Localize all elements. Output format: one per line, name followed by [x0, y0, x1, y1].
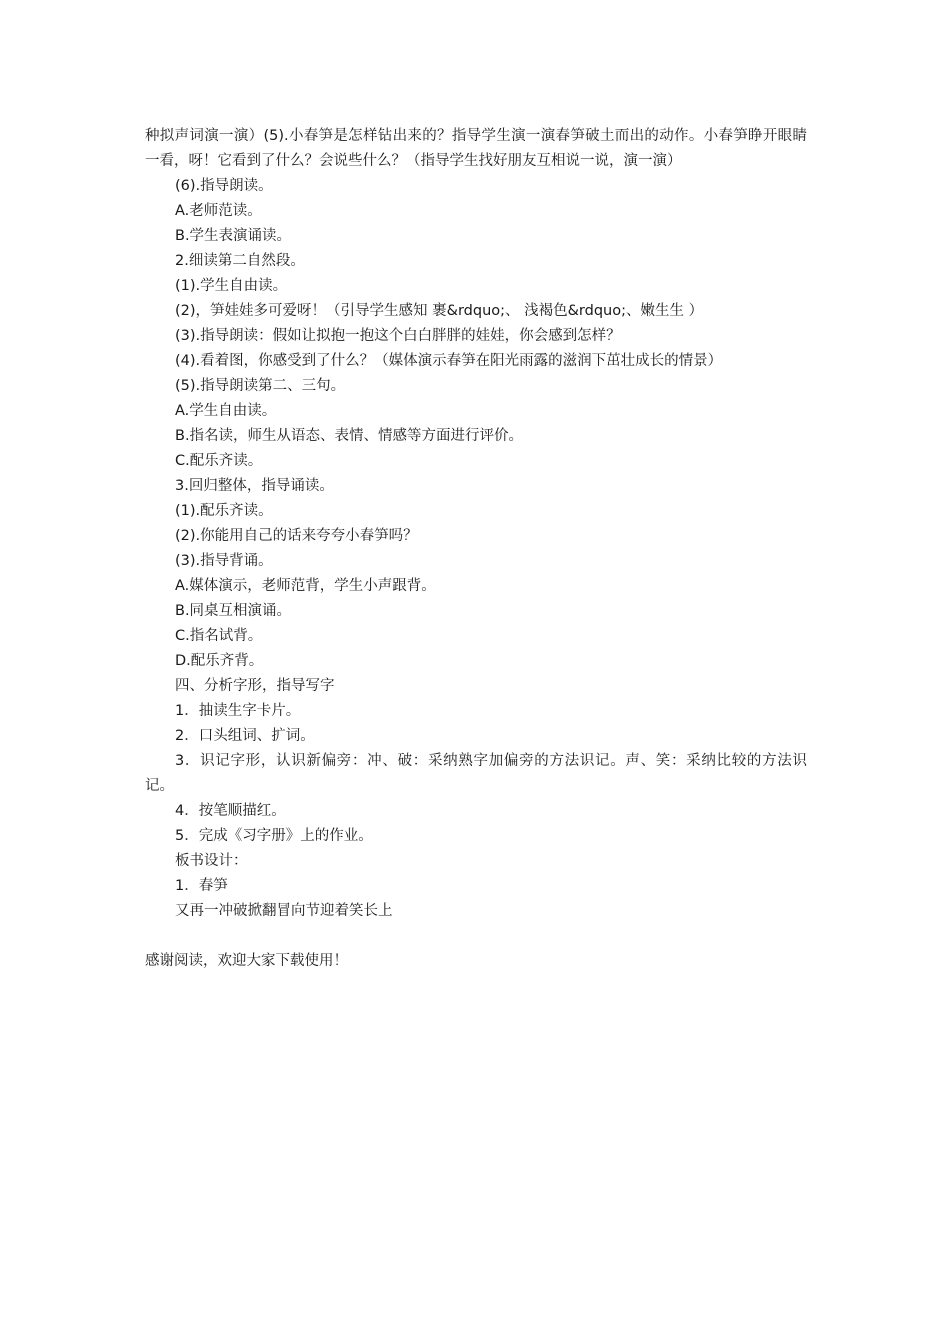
paragraph-b-evaluate: B.指名读，师生从语态、表情、情感等方面进行评价。	[175, 428, 524, 444]
paragraph-guide-hug: (3).指导朗读：假如让拟抱一抱这个白白胖胖的娃娃，你会感到怎样？	[175, 328, 621, 344]
paragraph-section-3: 3.回归整体，指导诵读。	[175, 478, 334, 494]
paragraph-continuation: 种拟声词演一演）(5).小春笋是怎样钻出来的？指导学生演一演春笋破土而出的动作。小春笋睁开眼睛一看，呀！它看到了什么？会说些什么？（指导学生找好朋友互相说一说，演一演）	[145, 128, 807, 169]
closing-note: 感谢阅读，欢迎大家下载使用！	[145, 953, 348, 969]
paragraph-a-media: A.媒体演示，老师范背，学生小声跟背。	[175, 578, 436, 594]
document-page	[145, 124, 807, 974]
board-design-chars: 又再一冲破掀翻冒向节迎着笑长上	[175, 903, 393, 919]
section-heading-4: 四、分析字形，指导写字	[175, 678, 335, 694]
paragraph-recite: (3).指导背诵。	[175, 553, 273, 569]
paragraph-d-music: D.配乐齐背。	[175, 653, 264, 669]
paragraph-student-perform: B.学生表演诵读。	[175, 228, 292, 244]
board-design-item-1: 1．春笋	[175, 878, 228, 894]
list-item-4: 4．按笔顺描红。	[175, 803, 286, 819]
paragraph-free-read: (1).学生自由读。	[175, 278, 288, 294]
paragraph-c-music: C.配乐齐读。	[175, 453, 263, 469]
paragraph-a-free: A.学生自由读。	[175, 403, 277, 419]
paragraph-section-2: 2.细读第二自然段。	[175, 253, 305, 269]
list-item-5: 5．完成《习字册》上的作业。	[175, 828, 373, 844]
list-item-3: 3．识记字形，认识新偏旁：冲、破：采纳熟字加偏旁的方法识记。声、笑：采纳比较的方法识记。	[145, 753, 807, 794]
paragraph-b-deskmate: B.同桌互相演诵。	[175, 603, 292, 619]
paragraph-cute: (2)，笋娃娃多可爱呀！（引导学生感知 裹&rdquo;、 浅褐色&rdquo;、嫩生生 ）	[175, 303, 704, 319]
paragraph-look-picture: (4).看着图，你感受到了什么？（媒体演示春笋在阳光雨露的滋润下茁壮成长的情景）	[175, 353, 723, 369]
list-item-1: 1．抽读生字卡片。	[175, 703, 301, 719]
list-item-2: 2．口头组词、扩词。	[175, 728, 315, 744]
board-design-label: 板书设计：	[175, 853, 248, 869]
paragraph-guide-reading: (6).指导朗读。	[175, 178, 273, 194]
paragraph-praise: (2).你能用自己的话来夸夸小春笋吗？	[175, 528, 418, 544]
paragraph-music-read: (1).配乐齐读。	[175, 503, 273, 519]
paragraph-c-named: C.指名试背。	[175, 628, 263, 644]
spacer	[145, 924, 807, 949]
paragraph-guide-sentences: (5).指导朗读第二、三句。	[175, 378, 346, 394]
paragraph-teacher-read: A.老师范读。	[175, 203, 262, 219]
